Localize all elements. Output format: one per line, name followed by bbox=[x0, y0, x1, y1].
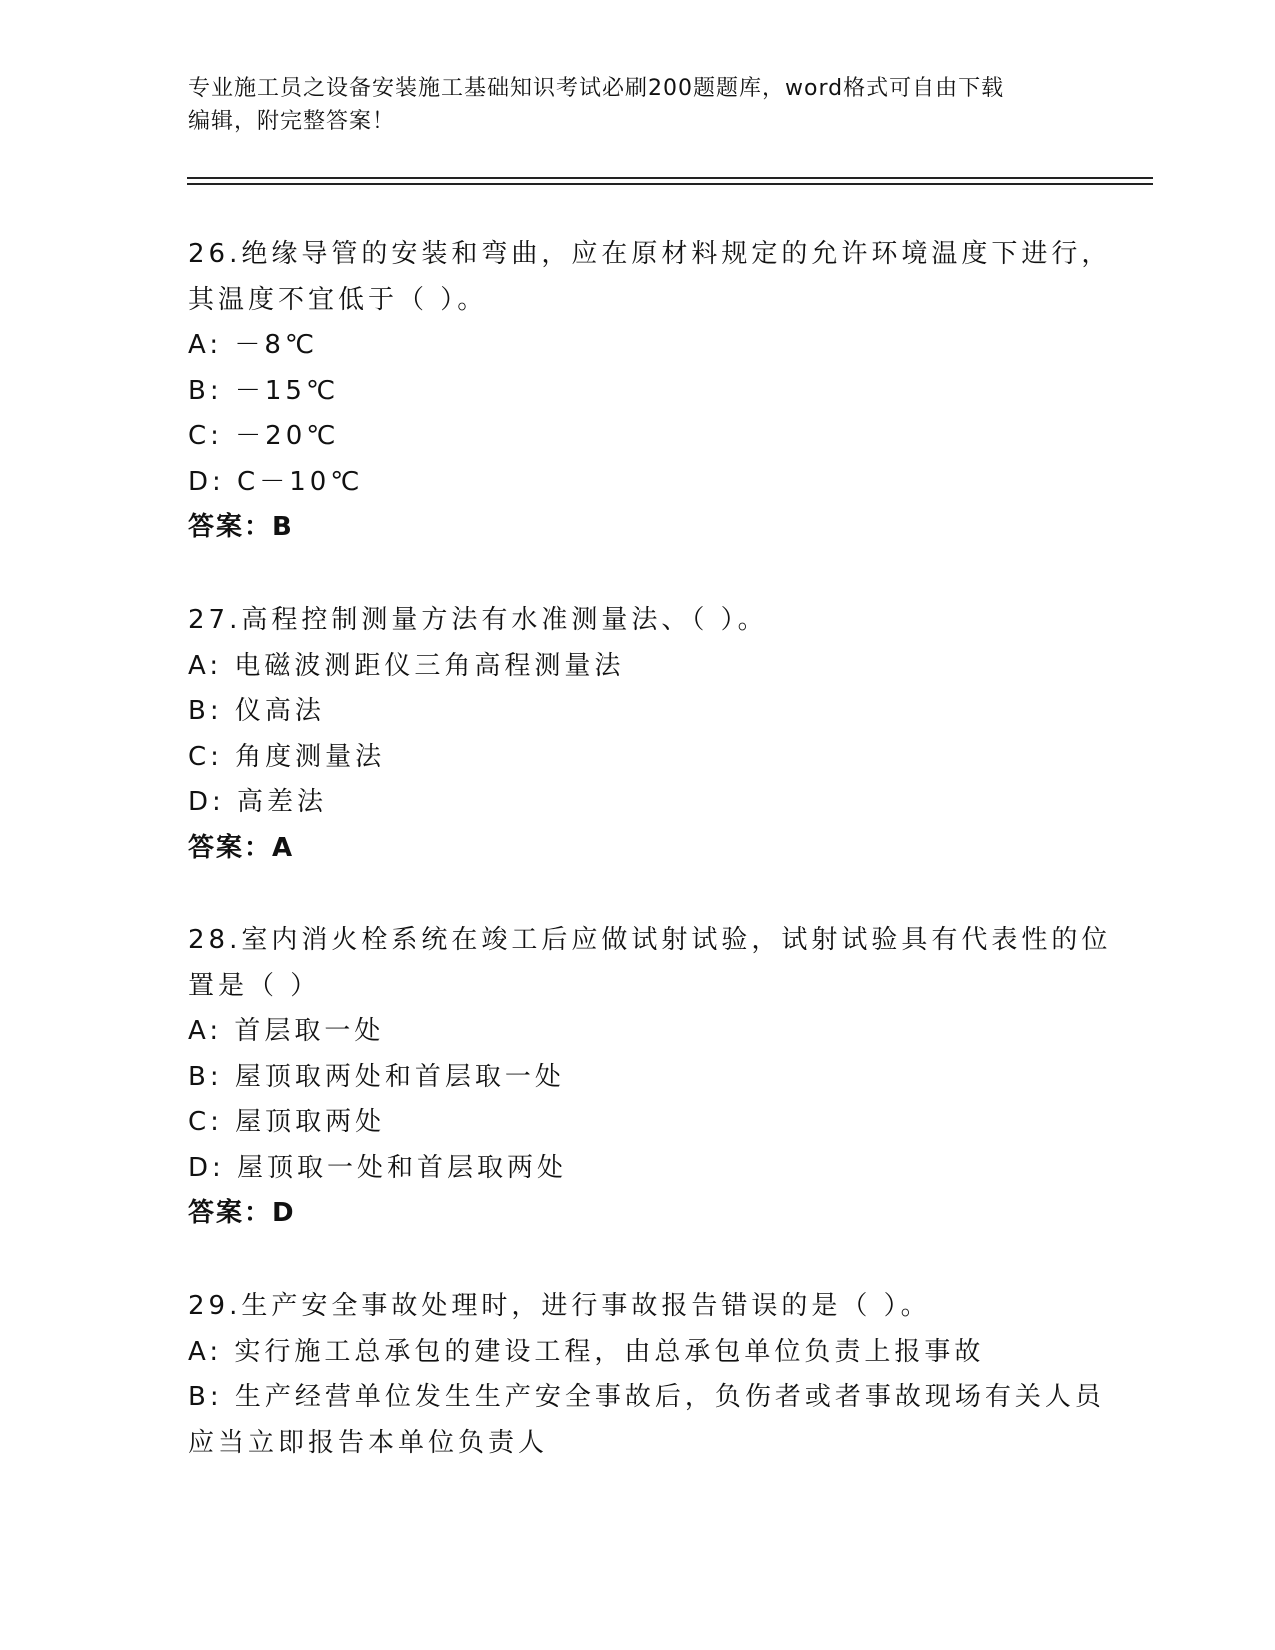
option-a: A: 电磁波测距仪三角高程测量法 bbox=[188, 650, 625, 681]
option-a: A: －8℃ bbox=[188, 330, 319, 360]
header-divider-bottom bbox=[187, 183, 1153, 185]
document-header bbox=[188, 72, 1068, 138]
option-a: A: 首层取一处 bbox=[188, 1016, 385, 1046]
header-title-line-1: 专业施工员之设备安装施工基础知识考试必刷200题题库，word格式可自由下载 bbox=[188, 76, 1005, 101]
question-27 bbox=[188, 598, 1078, 871]
option-c: C: 屋顶取两处 bbox=[188, 1107, 386, 1137]
question-28 bbox=[188, 918, 1112, 1237]
option-b-line-2: 应当立即报告本单位负责人 bbox=[188, 1427, 549, 1458]
answer: 答案：D bbox=[188, 1198, 296, 1228]
header-title-line-2: 编辑，附完整答案！ bbox=[188, 109, 396, 134]
option-d: D: 屋顶取一处和首层取两处 bbox=[188, 1152, 568, 1183]
option-b: B: 仪高法 bbox=[188, 696, 325, 726]
answer: 答案：B bbox=[188, 512, 294, 542]
question-29 bbox=[188, 1284, 1105, 1466]
option-d: D: C－10℃ bbox=[188, 466, 364, 497]
option-b-line-1: B: 生产经营单位发生生产安全事故后，负伤者或者事故现场有关人员 bbox=[188, 1382, 1105, 1412]
question-text-line-2: 置是（ ） bbox=[188, 970, 321, 1001]
answer: 答案：A bbox=[188, 832, 295, 863]
option-a: A: 实行施工总承包的建设工程，由总承包单位负责上报事故 bbox=[188, 1336, 985, 1367]
question-text-line-1: 27.高程控制测量方法有水准测量法、（ ）。 bbox=[188, 605, 768, 635]
question-text-line-1: 29.生产安全事故处理时，进行事故报告错误的是（ ）。 bbox=[188, 1291, 931, 1321]
option-b: B: －15℃ bbox=[188, 375, 340, 406]
question-text-line-1: 26.绝缘导管的安装和弯曲，应在原材料规定的允许环境温度下进行， bbox=[188, 239, 1112, 269]
option-c: C: 角度测量法 bbox=[188, 741, 386, 772]
question-26 bbox=[188, 232, 1112, 551]
option-d: D: 高差法 bbox=[188, 787, 328, 817]
option-c: C: －20℃ bbox=[188, 421, 340, 451]
question-text-line-2: 其温度不宜低于（ ）。 bbox=[188, 284, 488, 315]
header-divider-top bbox=[187, 177, 1153, 179]
question-text-line-1: 28.室内消火栓系统在竣工后应做试射试验，试射试验具有代表性的位 bbox=[188, 925, 1112, 955]
option-b: B: 屋顶取两处和首层取一处 bbox=[188, 1061, 565, 1092]
